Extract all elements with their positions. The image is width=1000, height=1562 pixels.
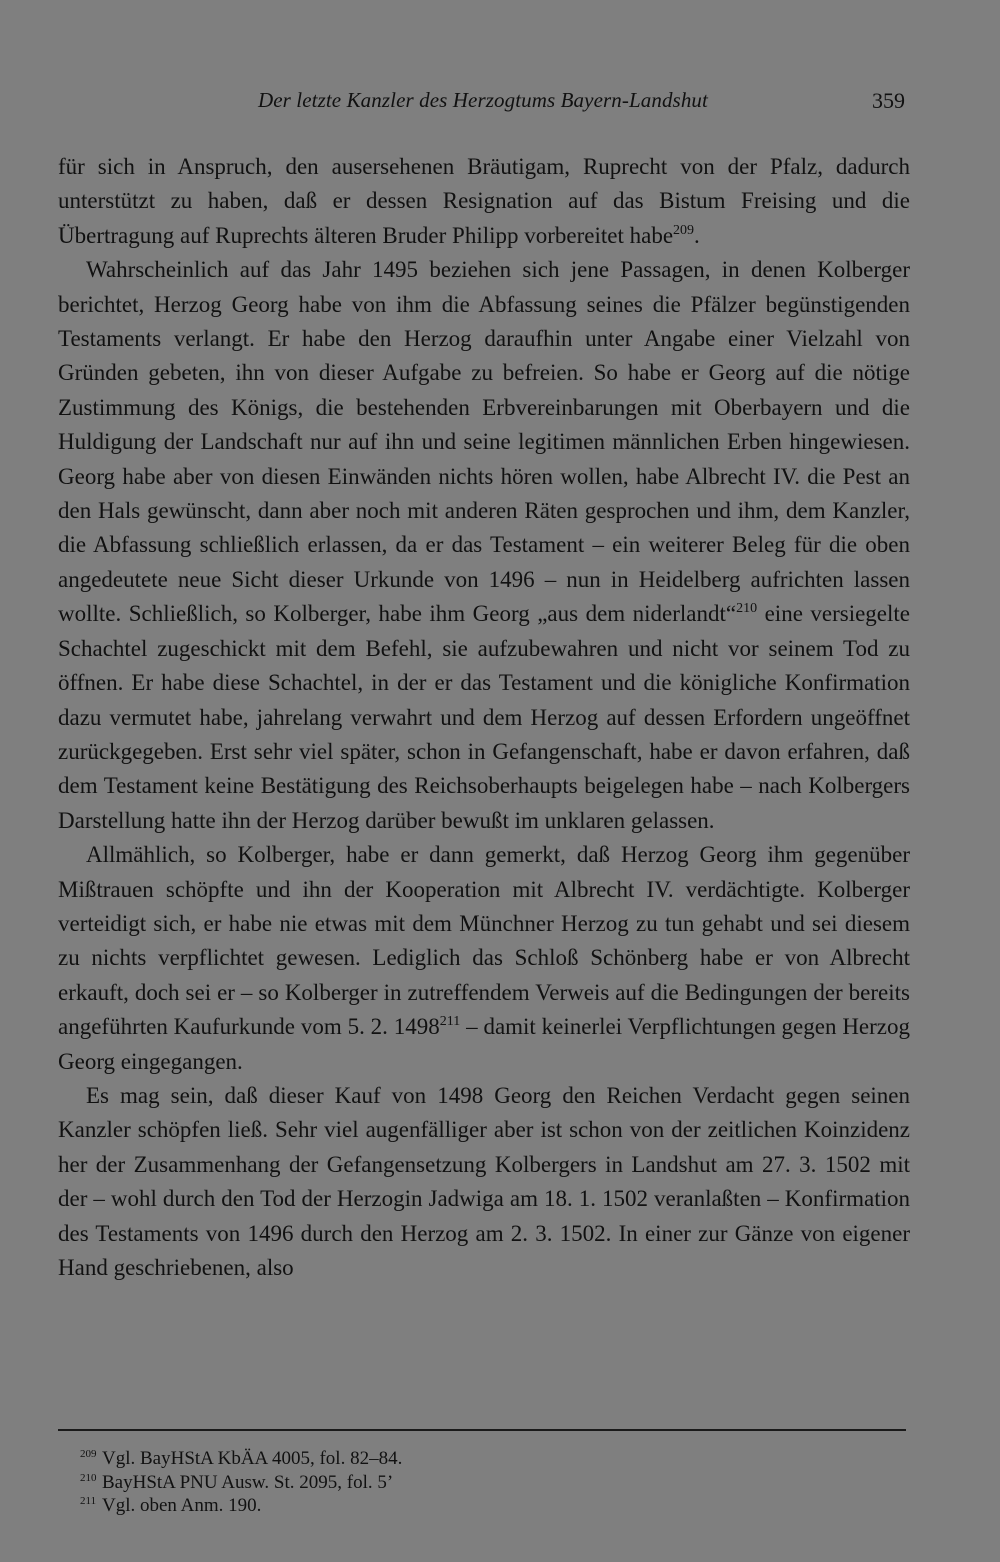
page-number: 359: [872, 88, 905, 113]
footnote-ref-211: 211: [439, 1014, 461, 1030]
footnote-text: BayHStA PNU Ausw. St. 2095, fol. 5’: [102, 1471, 394, 1493]
paragraph-3: [58, 838, 910, 1079]
paragraph-1: [58, 150, 910, 253]
paragraph-2-text-b: eine versiegelte Schachtel zugeschickt mit dem Befehl, sie aufzubewahren und nicht vor seinem Tod zu öffnen. Er habe diese Schachtel, in der er das Testament und die königliche Konfirmation dazu vermutet habe, jahrelang verwahrt und dem Herzog auf dessen Erfordern ungeöffnet zurückgegeben. Erst sehr viel später, schon in Gefangenschaft, habe er davon erfahren, daß dem Testament keine Bestätigung des Reichsoberhaupts beigelegen habe – nach Kolbergers Darstellung hatte ihn der Herzog darüber bewußt im unklaren gelassen.: [58, 601, 910, 833]
paragraph-2: [58, 253, 910, 838]
running-title: Der letzte Kanzler des Herzogtums Bayern-Landshut: [258, 88, 708, 112]
paragraph-1-text: für sich in Anspruch, den ausersehenen Bräutigam, Ruprecht von der Pfalz, dadurch unterstützt zu haben, daß er dessen Resignation auf das Bistum Freising und die Übertragung auf Ruprechts älteren Bruder Philipp vorbereitet habe: [58, 154, 910, 248]
paragraph-4-text: Es mag sein, daß dieser Kauf von 1498 Georg den Reichen Verdacht gegen seinen Kanzler schöpfen ließ. Sehr viel augenfälliger aber ist schon von der zeitlichen Koinzidenz her der Zusammenhang der Gefangensetzung Kolbergers in Landshut am 27. 3. 1502 mit der – wohl durch den Tod der Herzogin Jadwiga am 18. 1. 1502 veranlaßten – Konfirmation des Testaments von 1496 durch den Herzog am 2. 3. 1502. In einer zur Gänze von eigener Hand geschriebenen, also: [58, 1082, 910, 1280]
body-text: [58, 150, 910, 1285]
footnote-ref-210: 210: [736, 601, 758, 617]
footnotes: [80, 1447, 402, 1518]
paragraph-1-end: .: [694, 222, 700, 248]
footnote-text: Vgl. oben Anm. 190.: [102, 1495, 262, 1516]
footnote-211: $^{211}$ Vgl. oben Anm. 190.: [80, 1495, 262, 1516]
footnote-ref-209: 209: [673, 222, 695, 238]
footnote-divider: [58, 1429, 906, 1431]
footnote-text: Vgl. BayHStA KbÄA 4005, fol. 82–84.: [102, 1448, 403, 1469]
footnote-209: $^{209}$ Vgl. BayHStA KbÄA 4005, fol. 82–84.: [80, 1448, 403, 1469]
paragraph-2-text-a: Wahrscheinlich auf das Jahr 1495 beziehen sich jene Passagen, in denen Kolberger berichtet, Herzog Georg habe von ihm die Abfassung seines die Pfälzer begünstigenden Testaments verlangt. Er habe den Herzog daraufhin unter Angabe einer Vielzahl von Gründen gebeten, ihn von dieser Aufgabe zu befreien. So habe er Georg auf die nötige Zustimmung des Königs, die bestehenden Erbvereinbarungen mit Oberbayern und die Huldigung der Landschaft nur auf ihn und seine legitimen männlichen Erben hingewiesen. Georg habe aber von diesen Einwänden nichts hören wollen, habe Albrecht IV. die Pest an den Hals gewünscht, dann aber noch mit anderen Räten gesprochen und ihm, dem Kanzler, die Abfassung schließlich erlassen, da er das Testament – ein weiterer Beleg für die oben angedeutete neue Sicht dieser Urkunde von 1496 – nun in Heidelberg aufrichten lassen wollte. Schließlich, so Kolberger, habe ihm Georg „aus dem niderlandt“: [58, 257, 910, 627]
paragraph-3-text-a: Allmählich, so Kolberger, habe er dann gemerkt, daß Herzog Georg ihm gegenüber Mißtrauen schöpfte und ihn der Kooperation mit Albrecht IV. verdächtigte. Kolberger verteidigt sich, er habe nie etwas mit dem Münchner Herzog zu tun gehabt und sei diesem zu nichts verpflichtet gewesen. Lediglich das Schloß Schönberg habe er von Albrecht erkauft, doch sei er – so Kolberger in zutreffendem Verweis auf die Bedingungen der bereits angeführten Kaufurkunde vom 5. 2. 1498: [58, 842, 910, 1040]
footnote-210: $^{210}$ BayHStA PNU Ausw. St. 2095, fol. 5’: [80, 1471, 394, 1493]
paragraph-4: [58, 1079, 910, 1285]
paragraph-3-text-b: – damit keinerlei Verpflichtungen gegen Herzog Georg eingegangen.: [58, 1014, 910, 1074]
